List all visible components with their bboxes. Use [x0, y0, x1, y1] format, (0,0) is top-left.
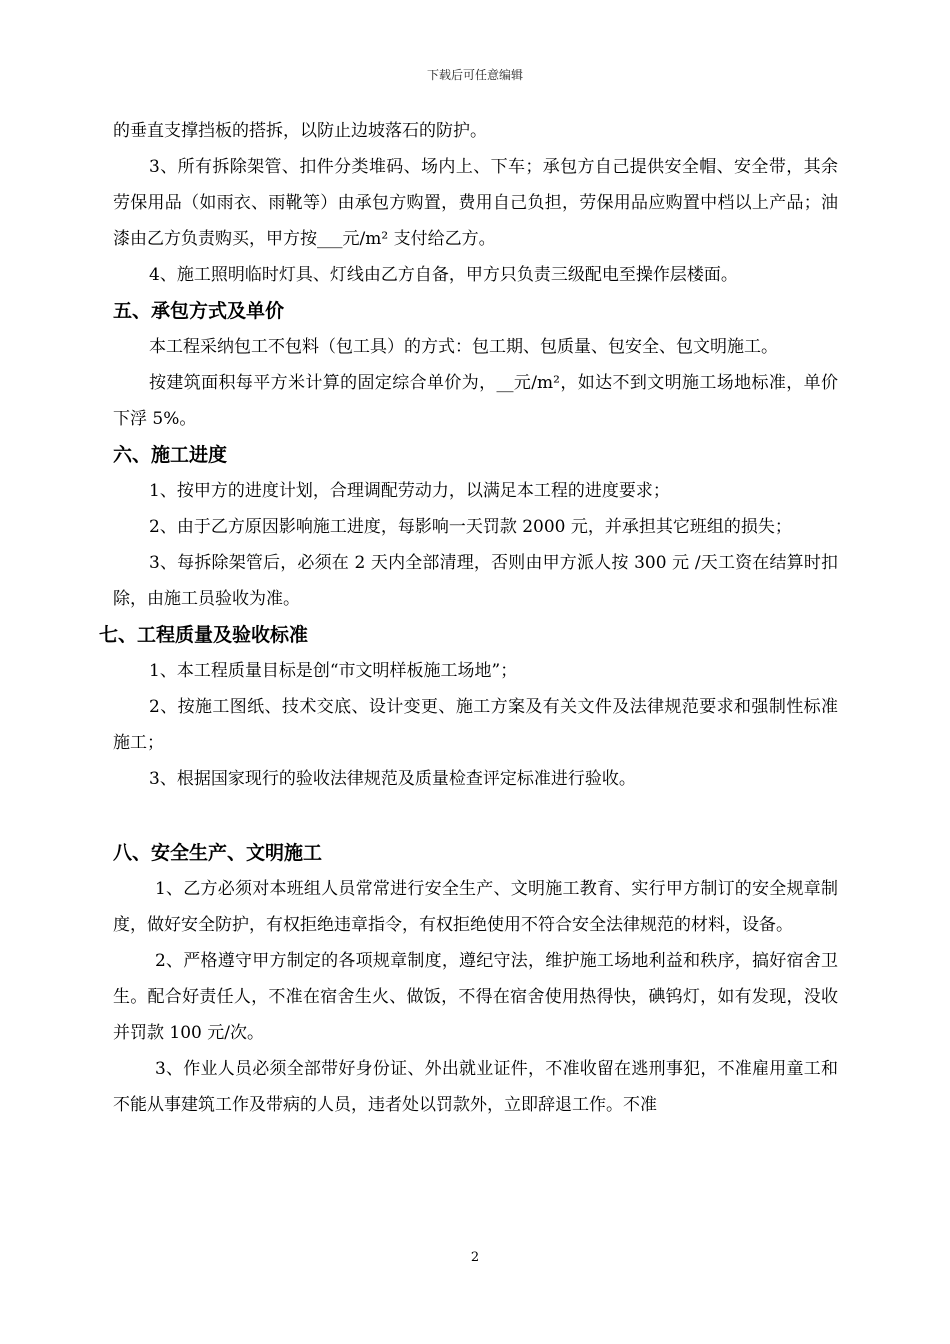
paragraph: 3、作业人员必须全部带好身份证、外出就业证件，不准收留在逃刑事犯，不准雇用童工和不能从事建筑工作及带病的人员，违者处以罚款外，立即辞退工作。不准	[113, 1059, 838, 1115]
section-heading-7: 七、工程质量及验收标准	[99, 624, 309, 646]
spacer	[113, 797, 838, 835]
paragraph: 的垂直支撑挡板的搭拆，以防止边坡落石的防护。	[113, 121, 487, 141]
paragraph: 2、严格遵守甲方制定的各项规章制度，遵纪守法，维护施工场地利益和秩序，搞好宿舍卫生。配合好责任人，不准在宿舍生火、做饭，不得在宿舍使用热得快，碘钨灯，如有发现，没收并罚款 100 元/次。	[113, 951, 838, 1043]
paragraph: 1、按甲方的进度计划，合理调配劳动力，以满足本工程的进度要求；	[149, 481, 670, 501]
paragraph: 1、本工程质量目标是创“市文明样板施工场地”；	[149, 661, 518, 681]
page-header: 下载后可任意编辑	[426, 68, 523, 82]
paragraph: 本工程采纳包工不包料（包工具）的方式：包工期、包质量、包安全、包文明施工。	[149, 337, 778, 357]
paragraph: 4、施工照明临时灯具、灯线由乙方自备，甲方只负责三级配电至操作层楼面。	[149, 265, 738, 285]
section-heading-5: 五、承包方式及单价	[113, 300, 285, 322]
paragraph: 2、由于乙方原因影响施工进度，每影响一天罚款 2000 元，并承担其它班组的损失；	[149, 517, 792, 537]
section-heading-8: 八、安全生产、文明施工	[113, 842, 323, 864]
paragraph: 3、根据国家现行的验收法律规范及质量检查评定标准进行验收。	[149, 769, 636, 789]
paragraph: 按建筑面积每平方米计算的固定综合单价为，__元/m²，如达不到文明施工场地标准，单价下浮 5%。	[113, 373, 838, 429]
section-heading-6: 六、施工进度	[113, 444, 228, 466]
paragraph: 3、所有拆除架管、扣件分类堆码、场内上、下车；承包方自己提供安全帽、安全带，其余劳保用品（如雨衣、雨靴等）由承包方购置，费用自己负担，劳保用品应购置中档以上产品；油漆由乙方负责购买，甲方按___元/m² 支付给乙方。	[113, 157, 838, 249]
paragraph: 1、乙方必须对本班组人员常常进行安全生产、文明施工教育、实行甲方制订的安全规章制度，做好安全防护，有权拒绝违章指令，有权拒绝使用不符合安全法律规范的材料，设备。	[113, 879, 838, 935]
document-body	[99, 113, 838, 1123]
paragraph: 3、每拆除架管后，必须在 2 天内全部清理，否则由甲方派人按 300 元 /天工资在结算时扣除，由施工员验收为准。	[113, 553, 838, 609]
paragraph: 2、按施工图纸、技术交底、设计变更、施工方案及有关文件及法律规范要求和强制性标准施工；	[113, 697, 838, 753]
page-number: 2	[470, 1250, 480, 1265]
